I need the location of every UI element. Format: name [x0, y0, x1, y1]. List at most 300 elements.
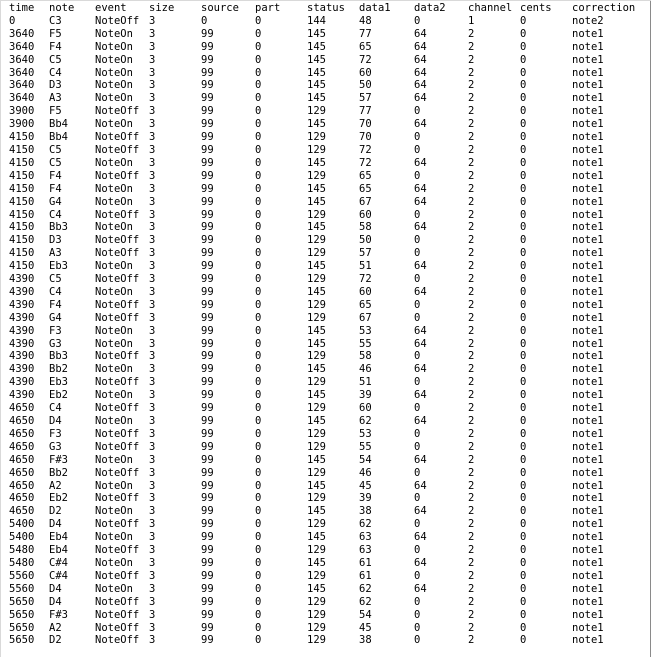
table-row — [9, 441, 635, 454]
cell-channel: 2 — [468, 195, 475, 208]
cell-part: 0 — [255, 27, 262, 40]
cell-channel: 2 — [468, 376, 475, 389]
cell-part: 0 — [255, 518, 262, 531]
cell-status: 145 — [307, 156, 326, 169]
table-row — [9, 15, 635, 28]
cell-correction: note1 — [572, 208, 604, 221]
table-row — [9, 428, 635, 441]
cell-part: 0 — [255, 505, 262, 518]
cell-source: 99 — [201, 466, 214, 479]
cell-correction: note1 — [572, 92, 604, 105]
cell-event: NoteOn — [95, 415, 133, 427]
table-row — [9, 609, 635, 622]
cell-cents: 0 — [520, 27, 527, 40]
cell-source: 99 — [201, 608, 214, 621]
cell-data1: 62 — [359, 415, 372, 427]
cell-part: 0 — [255, 247, 262, 260]
cell-cents: 0 — [520, 273, 527, 286]
cell-note: Eb2 — [49, 492, 68, 505]
cell-source: 99 — [201, 518, 214, 531]
cell-part: 0 — [255, 143, 262, 156]
cell-source: 99 — [201, 66, 214, 79]
cell-channel: 2 — [468, 531, 475, 544]
cell-time: 4390 — [9, 311, 35, 324]
cell-correction: note1 — [572, 595, 604, 608]
cell-event: NoteOff — [95, 634, 140, 647]
cell-time: 4390 — [9, 285, 35, 298]
cell-data1: 53 — [359, 427, 372, 440]
cell-data2: 0 — [414, 298, 421, 311]
cell-part: 0 — [255, 402, 262, 415]
cell-correction: note1 — [572, 143, 604, 156]
cell-time: 5400 — [9, 531, 35, 544]
cell-data1: 65 — [359, 40, 372, 53]
table-header-row — [9, 2, 635, 15]
cell-data2: 0 — [414, 376, 421, 389]
table-row — [9, 118, 635, 131]
table-row — [9, 170, 635, 183]
cell-part: 0 — [255, 221, 262, 234]
cell-data2: 0 — [414, 169, 421, 182]
cell-part: 0 — [255, 285, 262, 298]
cell-event: NoteOn — [95, 285, 133, 298]
cell-data1: 62 — [359, 595, 372, 608]
cell-data2: 64 — [414, 53, 427, 66]
cell-status: 145 — [307, 324, 326, 337]
cell-cents: 0 — [520, 14, 527, 27]
cell-note: C#4 — [49, 556, 68, 569]
cell-event: NoteOff — [95, 544, 140, 557]
cell-time: 4390 — [9, 324, 35, 337]
cell-cents: 0 — [520, 518, 527, 531]
cell-part: 0 — [255, 427, 262, 440]
cell-data2: 0 — [414, 634, 421, 647]
cell-cents: 0 — [520, 415, 527, 427]
cell-data2: 64 — [414, 337, 427, 350]
cell-source: 0 — [201, 14, 208, 27]
cell-data1: 72 — [359, 143, 372, 156]
cell-cents: 0 — [520, 234, 527, 247]
cell-cents: 0 — [520, 143, 527, 156]
cell-note: C3 — [49, 14, 62, 27]
cell-correction: note1 — [572, 466, 604, 479]
cell-source: 99 — [201, 247, 214, 260]
cell-time: 3640 — [9, 27, 35, 40]
cell-data2: 0 — [414, 273, 421, 286]
cell-event: NoteOff — [95, 298, 140, 311]
cell-channel: 2 — [468, 118, 475, 131]
cell-source: 99 — [201, 363, 214, 376]
cell-data1: 77 — [359, 105, 372, 118]
cell-data2: 0 — [414, 621, 421, 634]
cell-data1: 60 — [359, 208, 372, 221]
cell-correction: note1 — [572, 131, 604, 144]
cell-source: 99 — [201, 195, 214, 208]
cell-size: 3 — [149, 182, 156, 195]
cell-data1: 38 — [359, 505, 372, 518]
cell-note: F4 — [49, 169, 62, 182]
cell-time: 4150 — [9, 195, 35, 208]
cell-correction: note1 — [572, 492, 604, 505]
cell-part: 0 — [255, 79, 262, 92]
cell-size: 3 — [149, 492, 156, 505]
cell-correction: note2 — [572, 14, 604, 27]
cell-size: 3 — [149, 556, 156, 569]
cell-size: 3 — [149, 582, 156, 595]
cell-part: 0 — [255, 40, 262, 53]
cell-size: 3 — [149, 350, 156, 363]
cell-channel: 2 — [468, 285, 475, 298]
cell-note: D3 — [49, 79, 62, 92]
cell-part: 0 — [255, 182, 262, 195]
cell-data2: 64 — [414, 79, 427, 92]
cell-part: 0 — [255, 466, 262, 479]
cell-data2: 64 — [414, 40, 427, 53]
cell-source: 99 — [201, 40, 214, 53]
cell-correction: note1 — [572, 79, 604, 92]
cell-cents: 0 — [520, 608, 527, 621]
cell-note: F3 — [49, 427, 62, 440]
table-row — [9, 570, 635, 583]
table-row — [9, 454, 635, 467]
cell-status: 129 — [307, 131, 326, 144]
cell-size: 3 — [149, 27, 156, 40]
cell-data1: 58 — [359, 221, 372, 234]
cell-time: 5400 — [9, 518, 35, 531]
cell-correction: note1 — [572, 337, 604, 350]
column-header-channel: channel — [468, 2, 513, 14]
cell-time: 5560 — [9, 569, 35, 582]
cell-status: 129 — [307, 595, 326, 608]
cell-channel: 2 — [468, 634, 475, 647]
cell-correction: note1 — [572, 169, 604, 182]
cell-event: NoteOn — [95, 479, 133, 492]
cell-cents: 0 — [520, 118, 527, 131]
cell-data2: 64 — [414, 531, 427, 544]
table-row — [9, 634, 635, 647]
column-header-cents: cents — [520, 2, 552, 14]
cell-data1: 58 — [359, 350, 372, 363]
cell-channel: 2 — [468, 247, 475, 260]
cell-status: 145 — [307, 27, 326, 40]
cell-source: 99 — [201, 298, 214, 311]
cell-data1: 60 — [359, 66, 372, 79]
cell-data2: 0 — [414, 402, 421, 415]
cell-status: 145 — [307, 531, 326, 544]
cell-channel: 2 — [468, 389, 475, 402]
table-row — [9, 92, 635, 105]
cell-status: 145 — [307, 453, 326, 466]
cell-correction: note1 — [572, 285, 604, 298]
cell-data2: 64 — [414, 92, 427, 105]
cell-size: 3 — [149, 453, 156, 466]
cell-event: NoteOff — [95, 608, 140, 621]
cell-cents: 0 — [520, 169, 527, 182]
table-row — [9, 234, 635, 247]
cell-size: 3 — [149, 595, 156, 608]
cell-data2: 0 — [414, 311, 421, 324]
cell-note: A3 — [49, 92, 62, 105]
cell-data1: 63 — [359, 531, 372, 544]
column-header-time: time — [9, 2, 35, 14]
cell-part: 0 — [255, 53, 262, 66]
cell-cents: 0 — [520, 79, 527, 92]
cell-data1: 61 — [359, 569, 372, 582]
cell-part: 0 — [255, 415, 262, 427]
cell-cents: 0 — [520, 40, 527, 53]
cell-size: 3 — [149, 169, 156, 182]
cell-cents: 0 — [520, 311, 527, 324]
table-row — [9, 376, 635, 389]
cell-time: 4650 — [9, 402, 35, 415]
cell-channel: 2 — [468, 221, 475, 234]
cell-correction: note1 — [572, 402, 604, 415]
cell-note: C4 — [49, 66, 62, 79]
cell-size: 3 — [149, 273, 156, 286]
cell-size: 3 — [149, 118, 156, 131]
cell-cents: 0 — [520, 389, 527, 402]
cell-channel: 2 — [468, 453, 475, 466]
cell-part: 0 — [255, 440, 262, 453]
cell-correction: note1 — [572, 582, 604, 595]
cell-status: 129 — [307, 311, 326, 324]
cell-status: 129 — [307, 440, 326, 453]
cell-source: 99 — [201, 234, 214, 247]
cell-source: 99 — [201, 156, 214, 169]
cell-channel: 2 — [468, 608, 475, 621]
cell-channel: 2 — [468, 66, 475, 79]
column-header-correction: correction — [572, 2, 636, 14]
cell-cents: 0 — [520, 402, 527, 415]
cell-channel: 2 — [468, 234, 475, 247]
cell-data1: 39 — [359, 389, 372, 402]
cell-size: 3 — [149, 608, 156, 621]
cell-event: NoteOn — [95, 531, 133, 544]
cell-status: 129 — [307, 492, 326, 505]
cell-size: 3 — [149, 569, 156, 582]
cell-event: NoteOff — [95, 208, 140, 221]
cell-part: 0 — [255, 156, 262, 169]
cell-channel: 2 — [468, 440, 475, 453]
cell-event: NoteOn — [95, 221, 133, 234]
cell-source: 99 — [201, 440, 214, 453]
cell-data1: 72 — [359, 273, 372, 286]
cell-note: G3 — [49, 337, 62, 350]
cell-time: 3640 — [9, 66, 35, 79]
cell-status: 145 — [307, 582, 326, 595]
cell-correction: note1 — [572, 27, 604, 40]
table-row — [9, 105, 635, 118]
table-row — [9, 350, 635, 363]
cell-data1: 57 — [359, 92, 372, 105]
cell-cents: 0 — [520, 285, 527, 298]
cell-source: 99 — [201, 285, 214, 298]
cell-status: 129 — [307, 273, 326, 286]
cell-status: 129 — [307, 402, 326, 415]
cell-note: Eb3 — [49, 376, 68, 389]
column-header-part: part — [255, 2, 281, 14]
table-row — [9, 622, 635, 635]
column-header-note: note — [49, 2, 75, 14]
cell-source: 99 — [201, 169, 214, 182]
cell-status: 144 — [307, 14, 326, 27]
cell-status: 145 — [307, 79, 326, 92]
cell-size: 3 — [149, 402, 156, 415]
cell-note: Eb4 — [49, 531, 68, 544]
cell-size: 3 — [149, 544, 156, 557]
cell-status: 129 — [307, 518, 326, 531]
cell-source: 99 — [201, 389, 214, 402]
cell-event: NoteOn — [95, 195, 133, 208]
cell-channel: 2 — [468, 169, 475, 182]
cell-source: 99 — [201, 453, 214, 466]
cell-part: 0 — [255, 273, 262, 286]
cell-size: 3 — [149, 389, 156, 402]
cell-cents: 0 — [520, 363, 527, 376]
cell-correction: note1 — [572, 324, 604, 337]
cell-note: Eb4 — [49, 544, 68, 557]
cell-cents: 0 — [520, 208, 527, 221]
cell-channel: 2 — [468, 324, 475, 337]
cell-status: 129 — [307, 350, 326, 363]
table-row — [9, 28, 635, 41]
cell-time: 4390 — [9, 273, 35, 286]
cell-time: 5650 — [9, 608, 35, 621]
table-row — [9, 363, 635, 376]
cell-channel: 2 — [468, 298, 475, 311]
cell-event: NoteOff — [95, 427, 140, 440]
cell-event: NoteOn — [95, 556, 133, 569]
cell-status: 145 — [307, 363, 326, 376]
cell-note: D2 — [49, 505, 62, 518]
cell-time: 4650 — [9, 453, 35, 466]
cell-source: 99 — [201, 376, 214, 389]
cell-time: 4390 — [9, 363, 35, 376]
table-row — [9, 41, 635, 54]
cell-time: 4650 — [9, 440, 35, 453]
cell-cents: 0 — [520, 621, 527, 634]
cell-data2: 0 — [414, 518, 421, 531]
cell-note: F3 — [49, 324, 62, 337]
cell-source: 99 — [201, 208, 214, 221]
cell-status: 145 — [307, 92, 326, 105]
cell-status: 145 — [307, 66, 326, 79]
cell-source: 99 — [201, 492, 214, 505]
cell-correction: note1 — [572, 544, 604, 557]
cell-part: 0 — [255, 131, 262, 144]
cell-correction: note1 — [572, 569, 604, 582]
cell-status: 129 — [307, 234, 326, 247]
cell-cents: 0 — [520, 453, 527, 466]
cell-data1: 57 — [359, 247, 372, 260]
cell-size: 3 — [149, 208, 156, 221]
cell-channel: 2 — [468, 40, 475, 53]
cell-status: 129 — [307, 169, 326, 182]
cell-status: 145 — [307, 195, 326, 208]
cell-data2: 64 — [414, 27, 427, 40]
table-row — [9, 596, 635, 609]
cell-data2: 0 — [414, 608, 421, 621]
table-row — [9, 402, 635, 415]
cell-cents: 0 — [520, 544, 527, 557]
column-header-data2: data2 — [414, 2, 446, 14]
cell-correction: note1 — [572, 634, 604, 647]
cell-correction: note1 — [572, 260, 604, 273]
table-row — [9, 196, 635, 209]
cell-status: 129 — [307, 634, 326, 647]
table-row — [9, 505, 635, 518]
table-body — [9, 15, 635, 647]
cell-event: NoteOff — [95, 273, 140, 286]
cell-time: 4650 — [9, 492, 35, 505]
table-row — [9, 480, 635, 493]
cell-channel: 2 — [468, 260, 475, 273]
cell-channel: 2 — [468, 544, 475, 557]
cell-data2: 0 — [414, 143, 421, 156]
cell-channel: 2 — [468, 182, 475, 195]
cell-data1: 46 — [359, 466, 372, 479]
cell-time: 4150 — [9, 156, 35, 169]
cell-time: 3640 — [9, 92, 35, 105]
cell-event: NoteOff — [95, 518, 140, 531]
table-row — [9, 415, 635, 428]
cell-data1: 65 — [359, 182, 372, 195]
cell-time: 4650 — [9, 479, 35, 492]
cell-correction: note1 — [572, 376, 604, 389]
cell-cents: 0 — [520, 350, 527, 363]
cell-correction: note1 — [572, 608, 604, 621]
cell-note: C4 — [49, 208, 62, 221]
cell-correction: note1 — [572, 479, 604, 492]
cell-note: F#3 — [49, 608, 68, 621]
cell-data1: 72 — [359, 156, 372, 169]
cell-cents: 0 — [520, 156, 527, 169]
cell-event: NoteOn — [95, 582, 133, 595]
cell-data1: 63 — [359, 544, 372, 557]
cell-data1: 55 — [359, 440, 372, 453]
cell-source: 99 — [201, 479, 214, 492]
cell-event: NoteOff — [95, 466, 140, 479]
cell-part: 0 — [255, 389, 262, 402]
cell-size: 3 — [149, 415, 156, 427]
cell-data1: 50 — [359, 234, 372, 247]
cell-size: 3 — [149, 427, 156, 440]
cell-part: 0 — [255, 350, 262, 363]
cell-cents: 0 — [520, 376, 527, 389]
cell-part: 0 — [255, 608, 262, 621]
cell-correction: note1 — [572, 298, 604, 311]
cell-source: 99 — [201, 634, 214, 647]
cell-status: 129 — [307, 376, 326, 389]
table-row — [9, 312, 635, 325]
cell-source: 99 — [201, 260, 214, 273]
cell-source: 99 — [201, 350, 214, 363]
cell-event: NoteOff — [95, 143, 140, 156]
cell-note: D4 — [49, 582, 62, 595]
cell-correction: note1 — [572, 234, 604, 247]
cell-size: 3 — [149, 337, 156, 350]
cell-channel: 2 — [468, 337, 475, 350]
cell-data1: 54 — [359, 608, 372, 621]
cell-data1: 60 — [359, 402, 372, 415]
cell-time: 4390 — [9, 389, 35, 402]
cell-data1: 67 — [359, 311, 372, 324]
cell-time: 5650 — [9, 595, 35, 608]
cell-data2: 64 — [414, 556, 427, 569]
cell-correction: note1 — [572, 518, 604, 531]
cell-note: C#4 — [49, 569, 68, 582]
cell-source: 99 — [201, 544, 214, 557]
